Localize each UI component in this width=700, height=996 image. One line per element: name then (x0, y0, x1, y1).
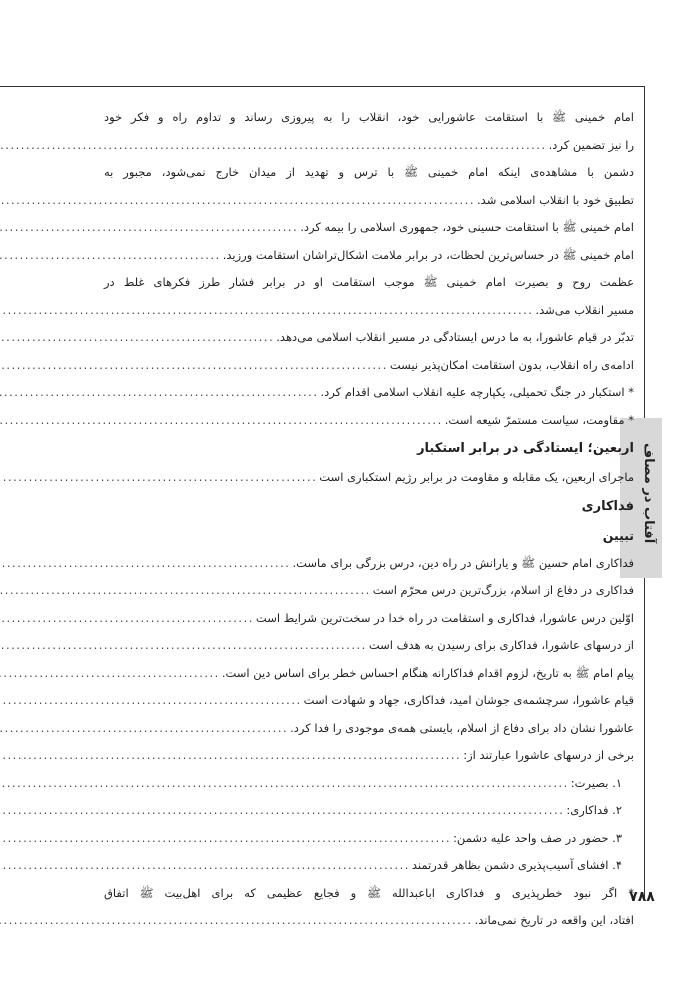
entry-text: عظمت روح و بصیرت امام خمینی ﷺ موجب استقامت او در برابر فشار طرز فکرهای غلط در (104, 275, 634, 289)
dot-leader (0, 577, 371, 605)
index-entry (104, 132, 634, 160)
entry-text: تدبّر در قیام عاشورا، به ما درس ایستادگی در مسیر انقلاب اسلامی می‌دهد. (276, 330, 634, 344)
index-entry (104, 687, 634, 715)
index-entry (104, 907, 634, 935)
dot-leader (0, 907, 473, 935)
index-entry (104, 605, 634, 633)
subheading-tabyin: تبیین (602, 527, 634, 543)
index-entry (104, 324, 634, 352)
index-content (104, 104, 634, 935)
entry-text: قیام عاشورا، سرچشمه‌ی جوشان امید، فداکاری، جهاد و شهادت است (303, 693, 634, 707)
index-entry (104, 352, 634, 380)
index-entry (104, 550, 634, 578)
entry-text: امام خمینی ﷺ با استقامت عاشورایی خود، انقلاب را به پیروزی رساند و تداوم راه و فکر خود (104, 110, 634, 124)
index-entry (104, 770, 634, 798)
entry-text: تطبیق خود با انقلاب اسلامی شد. (477, 192, 634, 207)
entries-list-fadakari (104, 550, 634, 935)
dot-leader (0, 352, 388, 380)
index-entry (104, 297, 634, 325)
entries-list-steadfastness (104, 104, 634, 434)
entry-text: پیام امام ﷺ به تاریخ، لزوم اقدام فداکارانه هنگام احساس خطر برای اساس دین است. (221, 665, 634, 680)
section-heading-fadakari: فداکاری (581, 498, 634, 514)
dot-leader (0, 852, 410, 880)
dot-leader (0, 660, 220, 688)
dot-leader (0, 242, 221, 270)
dot-leader (0, 742, 461, 770)
entry-text: را نیز تضمین کرد. (548, 137, 634, 152)
index-entry (104, 797, 634, 825)
dot-leader (0, 715, 288, 743)
index-entry (104, 214, 634, 242)
entry-text: برخی از درسهای عاشورا عبارتند از: (463, 748, 634, 762)
entry-text: ۱. بصیرت: (570, 775, 622, 790)
index-entry (104, 715, 634, 743)
index-entry (104, 242, 634, 270)
dot-leader (0, 187, 475, 215)
entry-text: عاشورا نشان داد برای دفاع از اسلام، بایستی همه‌ی موجودی را فدا کرد. (290, 720, 634, 735)
dot-leader (0, 770, 569, 798)
entry-text: افتاد، این واقعه در تاریخ نمی‌ماند. (474, 913, 634, 927)
index-entry (104, 379, 634, 407)
dot-leader (0, 797, 564, 825)
index-entry (104, 852, 634, 880)
dot-leader (0, 825, 451, 853)
index-entry (104, 464, 634, 492)
entry-text: * استکبار در جنگ تحمیلی، یکپارچه علیه انقلاب اسلامی اقدام کرد. (320, 385, 634, 399)
entry-text: دشمن با مشاهده‌ی اینکه امام خمینی ﷺ با ترس و تهدید از میدان خارج نمی‌شود، مجبور به (104, 165, 634, 179)
index-entry (104, 104, 634, 132)
entry-text: ۳. حضور در صف واحد علیه دشمن: (453, 830, 622, 845)
dot-leader (0, 324, 274, 352)
dot-leader (0, 297, 533, 325)
index-entry (104, 660, 634, 688)
index-entry (104, 742, 634, 770)
dot-leader (0, 687, 302, 715)
entry-text: ۲. فداکاری: (566, 803, 622, 817)
index-entry (104, 407, 634, 435)
dot-leader (0, 550, 290, 578)
entry-text: ادامه‌ی راه انقلاب، بدون استقامت امکان‌پذیر نیست (389, 357, 634, 372)
entry-text: * اگر نبود خطرپذیری و فداکاری اباعبدالله ﷺ و فجایع عظیمی که برای اهل‌بیت ﷺ اتفاق (104, 885, 634, 900)
entry-text: از درسهای عاشورا، فداکاری برای رسیدن به هدف است (368, 638, 634, 652)
entry-text: * مقاومت، سیاست مستمرّ شیعه است. (444, 412, 634, 427)
dot-leader (0, 464, 317, 492)
dot-leader (0, 214, 298, 242)
page-number: ۷۸۸ (629, 889, 655, 905)
entry-text: امام خمینی ﷺ در حساس‌ترین لحظات، در برابر ملامت اشکال‌تراشان استقامت ورزید. (222, 247, 634, 262)
index-entry (104, 880, 634, 908)
dot-leader (0, 632, 367, 660)
index-entry (104, 632, 634, 660)
entry-text: ماجرای اربعین، یک مقابله و مقاومت در برابر رژیم استکباری است (319, 470, 634, 484)
entry-text: فداکاری امام حسین ﷺ و یارانش در راه دین، درس بزرگی برای ماست. (292, 555, 634, 570)
section-heading-arbaeen: اربعین؛ ایستادگی در برابر استکبار (417, 441, 634, 456)
index-entry (104, 577, 634, 605)
entry-text: امام خمینی ﷺ با استقامت حسینی خود، جمهوری اسلامی را بیمه کرد. (300, 220, 634, 234)
index-entry (104, 159, 634, 187)
index-entry (104, 187, 634, 215)
entry-text: اوّلین درس عاشورا، فداکاری و استقامت در راه خدا در سخت‌ترین شرایط است (255, 610, 634, 625)
dot-leader (0, 605, 254, 633)
index-entry (104, 825, 634, 853)
dot-leader (0, 132, 547, 160)
dot-leader (0, 379, 318, 407)
dot-leader (0, 407, 443, 435)
book-title: آفتاب در مصاف (641, 442, 656, 544)
page-frame-top-rule (0, 86, 645, 87)
entry-text: ۴. افشای آسیب‌پذیری دشمن بظاهر قدرتمند (411, 858, 622, 872)
entries-list-arbaeen (104, 464, 634, 492)
index-entry (104, 269, 634, 297)
entry-text: فداکاری در دفاع از اسلام، بزرگ‌ترین درس محرّم است (372, 583, 634, 597)
entry-text: مسیر انقلاب می‌شد. (535, 302, 634, 317)
